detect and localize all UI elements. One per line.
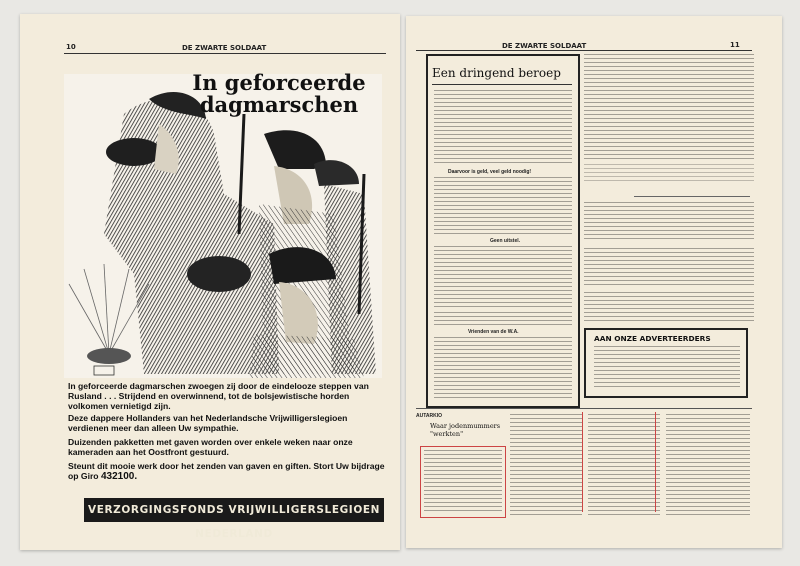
artist-logo xyxy=(94,366,114,375)
soldiers-illustration xyxy=(64,70,382,378)
form-line xyxy=(634,196,750,197)
form-text-3 xyxy=(584,292,754,322)
appeal-sub2: Geen uitstel. xyxy=(490,238,521,244)
bottom-col-2 xyxy=(510,414,582,516)
appeal-text-block-5 xyxy=(434,337,572,399)
fund-banner: VERZORGINGSFONDS VRIJWILLIGERSLEGIOEN NEDERLAND xyxy=(84,498,384,522)
soldiers-drawing xyxy=(64,70,382,378)
running-head-left: DE ZWARTE SOLDAAT xyxy=(182,44,267,52)
advertisers-title: AAN ONZE ADVERTEERDERS xyxy=(594,334,711,343)
appeal-box xyxy=(426,54,580,408)
highlighted-text-lines xyxy=(424,450,502,514)
bottom-col-4 xyxy=(666,414,750,516)
page-number-left: 10 xyxy=(66,43,76,51)
bottom-rule xyxy=(416,408,752,409)
appeal-text-block-1 xyxy=(434,90,572,166)
form-text xyxy=(584,202,754,242)
running-head-right: DE ZWARTE SOLDAAT xyxy=(502,42,587,50)
appeal-sub1: Daarvoor is geld, veel geld noodig! xyxy=(448,169,532,175)
page-number-right: 11 xyxy=(730,41,740,49)
bottom-col-title: Waar jodenmummers "werkten" xyxy=(430,422,501,438)
right-column-text xyxy=(584,54,754,160)
appeal-text-block-3 xyxy=(434,246,572,308)
header-rule xyxy=(64,53,386,54)
bottom-col-label: AUTARKIO xyxy=(416,413,443,419)
canteen-icon xyxy=(106,138,162,166)
caption-para1: In geforceerde dagmarschen zwoegen zij door de eindelooze steppen van Rusland . . . Strijdend en overwinnend, tot de bolsjewistische horden volkomen vernietigd zijn. xyxy=(68,381,369,411)
headline xyxy=(174,72,384,116)
advertisers-box xyxy=(584,328,748,398)
highlighted-text xyxy=(420,446,506,518)
appeal-text-block-2 xyxy=(434,177,572,235)
form-text-2 xyxy=(584,248,754,288)
caption-para3: Duizenden pakketten met gaven worden over enkele weken naar onze kameraden aan het Oostfront gestuurd. xyxy=(68,437,353,457)
highlight-frame xyxy=(582,412,656,512)
giro-number: 432100. xyxy=(100,471,138,482)
advertisers-text xyxy=(594,346,740,390)
signature-block xyxy=(584,164,754,184)
caption-para2: Deze dappere Hollanders van het Nederlandsche Vrijwilligerslegioen verdienen meer dan alleen Uw sympathie. xyxy=(68,413,348,433)
headline-line2: dagmarschen xyxy=(199,92,359,118)
appeal-sub3: Vrienden van de W.A. xyxy=(468,329,519,335)
appeal-text-block-4 xyxy=(434,312,572,326)
appeal-title-rule xyxy=(432,84,572,85)
header-rule-right xyxy=(416,50,752,51)
right-page xyxy=(406,16,782,548)
left-page xyxy=(20,14,400,550)
caption-para4 xyxy=(68,461,386,482)
appeal-title: Een dringend beroep xyxy=(432,66,561,80)
order-form xyxy=(584,188,754,328)
caption-para4-text: Steunt dit mooie werk door het zenden van gaven en giften. Stort Uw bijdrage op Giro xyxy=(68,461,385,481)
headline-line1: In geforceerde xyxy=(192,70,366,95)
